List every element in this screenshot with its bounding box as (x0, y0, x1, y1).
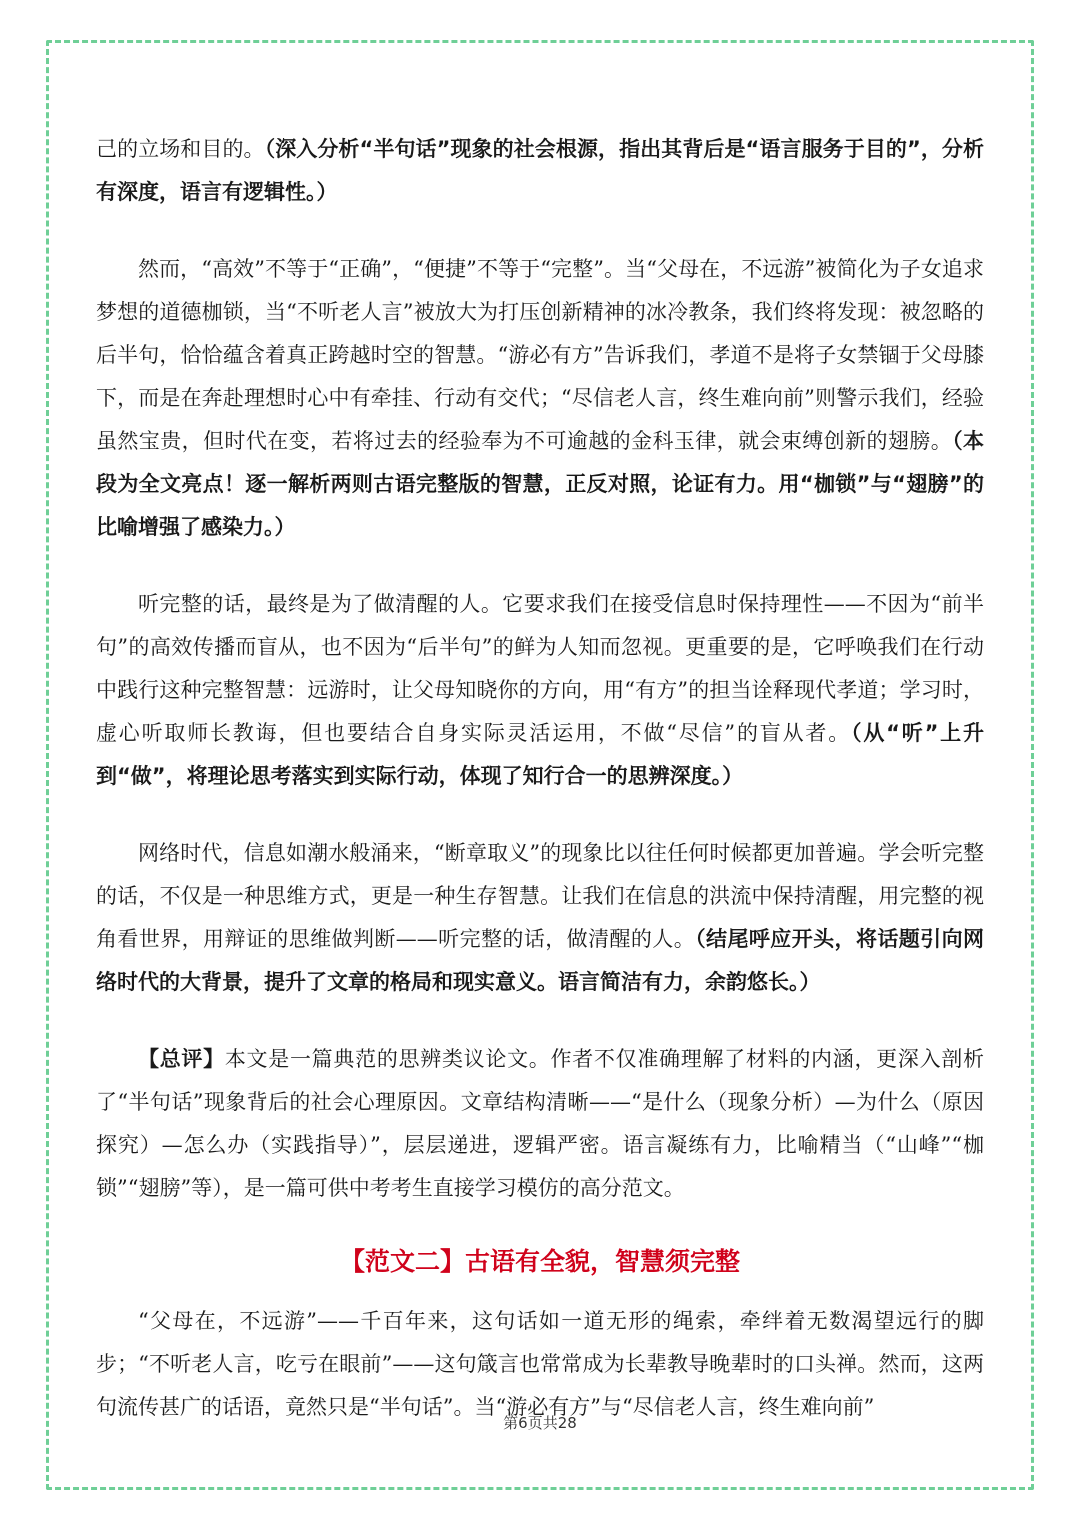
document-body (96, 128, 984, 1463)
summary-label: 【总评】 (138, 1047, 225, 1071)
summary-text: 本文是一篇典范的思辨类议论文。作者不仅准确理解了材料的内涵，更深入剖析了“半句话”现象背后的社会心理原因。文章结构清晰——“是什么（现象分析）—为什么（原因探究）—怎么办（实践指导）”，层层递进，逻辑严密。语言凝练有力，比喻精当（“山峰”“枷锁”“翅膀”等），是一篇可供中考考生直接学习模仿的高分范文。 (96, 1047, 984, 1200)
paragraph-comment: （深入分析“半句话”现象的社会根源，指出其背后是“语言服务于目的”，分析有深度，语言有逻辑性。） (96, 137, 984, 204)
summary-paragraph (96, 1038, 984, 1210)
paragraph-text: 听完整的话，最终是为了做清醒的人。它要求我们在接受信息时保持理性——不因为“前半句”的高效传播而盲从，也不因为“后半句”的鲜为人知而忽视。更重要的是，它呼唤我们在行动中践行这种完整智慧：远游时，让父母知晓你的方向，用“有方”的担当诠释现代孝道；学习时，虚心听取师长教诲，但也要结合自身实际灵活运用，不做“尽信”的盲从者。 (96, 592, 984, 745)
paragraph-text: 己的立场和目的。 (96, 137, 265, 161)
essay2-opening-paragraph (96, 1300, 984, 1429)
paragraph-3 (96, 583, 984, 798)
paragraph-4 (96, 832, 984, 1004)
paragraph-1 (96, 128, 984, 214)
paragraph-comment: （结尾呼应开头，将话题引向网络时代的大背景，提升了文章的格局和现实意义。语言简洁有力，余韵悠长。） (96, 927, 985, 994)
paragraph-2 (96, 248, 984, 549)
section-title: 【范文二】古语有全貌，智慧须完整 (339, 1247, 740, 1276)
paragraph-comment: （从“听”上升到“做”，将理论思考落实到实际行动，体现了知行合一的思辨深度。） (96, 721, 984, 788)
page-number: 第6页共28 (503, 1414, 577, 1432)
paragraph-text: 网络时代，信息如潮水般涌来，“断章取义”的现象比以往任何时候都更加普遍。学会听完整的话，不仅是一种思维方式，更是一种生存智慧。让我们在信息的洪流中保持清醒，用完整的视角看世界，用辩证的思维做判断——听完整的话，做清醒的人。 (96, 841, 984, 951)
paragraph-text: “父母在，不远游”——千百年来，这句话如一道无形的绳索，牵绊着无数渴望远行的脚步；“不听老人言，吃亏在眼前”——这句箴言也常常成为长辈教导晚辈时的口头禅。然而，这两句流传甚广的话语，竟然只是“半句话”。当“游必有方”与“尽信老人言，终生难向前” (96, 1309, 984, 1419)
paragraph-text: 然而，“高效”不等于“正确”，“便捷”不等于“完整”。当“父母在，不远游”被简化为子女追求梦想的道德枷锁，当“不听老人言”被放大为打压创新精神的冰冷教条，我们终将发现：被忽略的后半句，恰恰蕴含着真正跨越时空的智慧。“游必有方”告诉我们，孝道不是将子女禁锢于父母膝下，而是在奔赴理想时心中有牵挂、行动有交代；“尽信老人言，终生难向前”则警示我们，经验虽然宝贵，但时代在变，若将过去的经验奉为不可逾越的金科玉律，就会束缚创新的翅膀。 (96, 257, 984, 453)
paragraph-comment: （本段为全文亮点！逐一解析两则古语完整版的智慧，正反对照，论证有力。用“枷锁”与“翅膀”的比喻增强了感染力。） (96, 429, 984, 539)
